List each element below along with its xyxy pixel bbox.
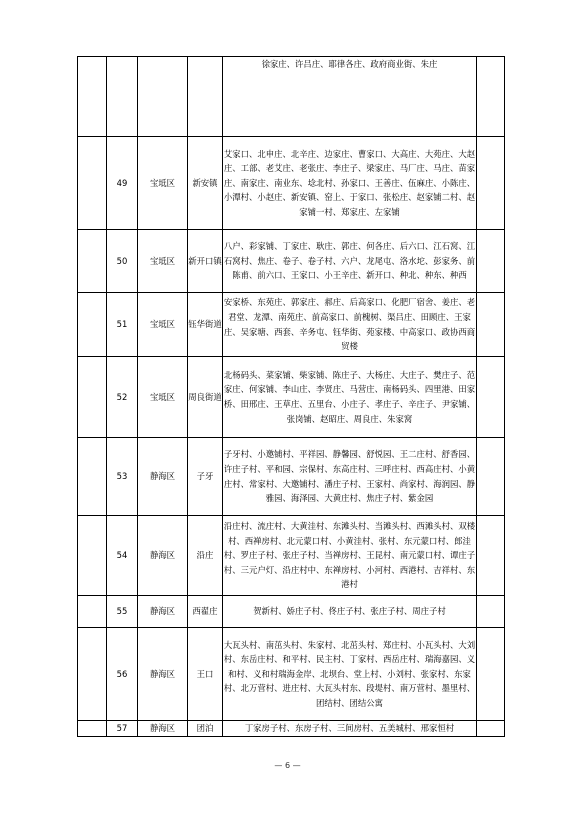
- town-cell: [188, 57, 223, 137]
- town-cell: 新开口镇: [188, 230, 223, 293]
- row-number: 56: [107, 628, 138, 721]
- row-trailing-cell: [477, 230, 505, 293]
- district-cell: 静海区: [138, 438, 188, 516]
- town-cell: 西翟庄: [188, 596, 223, 628]
- town-cell: 周良街道: [188, 357, 223, 438]
- table-row: [78, 57, 505, 137]
- district-cell: 静海区: [138, 721, 188, 737]
- row-trailing-cell: [477, 438, 505, 516]
- row-trailing-cell: [477, 137, 505, 230]
- row-trailing-cell: [477, 628, 505, 721]
- row-number: 55: [107, 596, 138, 628]
- areas-cell: 艾家口、北申庄、北辛庄、边家庄、曹家口、大高庄、大苑庄、大赵庄、工部、老艾庄、老张庄、李庄子、梁家庄、马厂庄、马庄、苗家庄、南家庄、南业东、埝北村、孙家口、王善庄、伍麻庄、小陈庄、小潭村、小赵庄、新安镇、窑上、于家口、张松庄、赵家铺二村、赵家铺一村、郑家庄、左家铺: [223, 137, 477, 230]
- table-row: [78, 516, 505, 596]
- row-trailing-cell: [477, 721, 505, 737]
- district-cell: 静海区: [138, 516, 188, 596]
- table-row: [78, 596, 505, 628]
- row-number: 51: [107, 293, 138, 357]
- table-row: [78, 628, 505, 721]
- areas-cell: 沿庄村、流庄村、大黄洼村、东滩头村、当滩头村、西滩头村、双楼村、西禅房村、北元蒙口村、小黄洼村、张村、东元蒙口村、郎洼村、罗庄子村、张庄子村、当禅房村、王昆村、南元蒙口村、谭庄子村、三元户灯、沿庄村中、东禅房村、小河村、西港村、吉祥村、东港村: [223, 516, 477, 596]
- row-trailing-cell: [477, 357, 505, 438]
- town-cell: 王口: [188, 628, 223, 721]
- row-number: [107, 57, 138, 137]
- row-number: 53: [107, 438, 138, 516]
- town-cell: 钰华街道: [188, 293, 223, 357]
- areas-cell: 北杨码头、菜家铺、柴家铺、陈庄子、大杨庄、大庄子、樊庄子、范家庄、何家铺、李山庄、李贤庄、马营庄、南杨码头、四里港、田家桥、田邢庄、王草庄、五里台、小庄子、孝庄子、辛庄子、尹家铺、张岗铺、赵昭庄、周良庄、朱家窝: [223, 357, 477, 438]
- town-cell: 沿庄: [188, 516, 223, 596]
- row-margin-cell: [78, 230, 107, 293]
- row-trailing-cell: [477, 57, 505, 137]
- row-trailing-cell: [477, 293, 505, 357]
- row-margin-cell: [78, 721, 107, 737]
- areas-cell: 徐家庄、许吕庄、耶律各庄、政府商业街、朱庄: [223, 57, 477, 137]
- town-cell: 子牙: [188, 438, 223, 516]
- areas-cell: 丁家房子村、东房子村、三间房村、五美城村、邢家恒村: [223, 721, 477, 737]
- areas-cell: 贺新村、娇庄子村、佟庄子村、张庄子村、周庄子村: [223, 596, 477, 628]
- town-cell: 新安镇: [188, 137, 223, 230]
- areas-cell: 八户、彩家铺、丁家庄、耿庄、郭庄、何各庄、后六口、江石窝、江石窝村、焦庄、卷子、卷子村、六户、龙尾屯、洛水坨、彭家务、前陈甫、前六口、王家口、小王辛庄、新开口、种北、种东、种西: [223, 230, 477, 293]
- table-row: [78, 137, 505, 230]
- row-number: 54: [107, 516, 138, 596]
- row-margin-cell: [78, 596, 107, 628]
- row-margin-cell: [78, 137, 107, 230]
- table-row: [78, 230, 505, 293]
- row-trailing-cell: [477, 596, 505, 628]
- district-cell: 静海区: [138, 596, 188, 628]
- row-margin-cell: [78, 57, 107, 137]
- page-number: — 6 —: [274, 761, 301, 770]
- row-number: 52: [107, 357, 138, 438]
- district-cell: 宝坻区: [138, 357, 188, 438]
- row-margin-cell: [78, 516, 107, 596]
- district-cell: 宝坻区: [138, 293, 188, 357]
- table-row: [78, 357, 505, 438]
- district-cell: 宝坻区: [138, 137, 188, 230]
- table-row: [78, 721, 505, 737]
- row-number: 50: [107, 230, 138, 293]
- areas-cell: 子牙村、小邀铺村、平祥园、静馨园、舒悦园、王二庄村、舒香园、许庄子村、平和园、宗保村、东高庄村、三呼庄村、西高庄村、小黄庄村、常家村、大邀铺村、潘庄子村、王家村、尚家村、海润园、静雅园、海泽园、大黄庄村、焦庄子村、紫金园: [223, 438, 477, 516]
- row-number: 49: [107, 137, 138, 230]
- district-cell: 静海区: [138, 628, 188, 721]
- district-cell: [138, 57, 188, 137]
- row-margin-cell: [78, 293, 107, 357]
- areas-cell: 大瓦头村、南茁头村、朱家村、北茁头村、郑庄村、小瓦头村、大刘村、东岳庄村、和平村、民主村、丁家村、西岳庄村、瑞海嘉园、义和村、义和村瑞海金岸、北坝台、堂上村、小刘村、张家村、东家村、北万营村、进庄村、大瓦头村东、段堤村、南万营村、墨里村、团结村、团结公寓: [223, 628, 477, 721]
- row-trailing-cell: [477, 516, 505, 596]
- table-row: [78, 438, 505, 516]
- areas-cell: 安家桥、东苑庄、郭家庄、郝庄、后高家口、化肥厂宿舍、姜庄、老君堂、龙潭、南苑庄、前高家口、前槐树、渠吕庄、田顾庄、王家庄、吴家塘、西套、辛务屯、钰华街、苑家楼、中高家口、政协西商贸楼: [223, 293, 477, 357]
- row-margin-cell: [78, 357, 107, 438]
- district-cell: 宝坻区: [138, 230, 188, 293]
- row-number: 57: [107, 721, 138, 737]
- address-table: [77, 56, 505, 737]
- table-row: [78, 293, 505, 357]
- town-cell: 团泊: [188, 721, 223, 737]
- row-margin-cell: [78, 438, 107, 516]
- row-margin-cell: [78, 628, 107, 721]
